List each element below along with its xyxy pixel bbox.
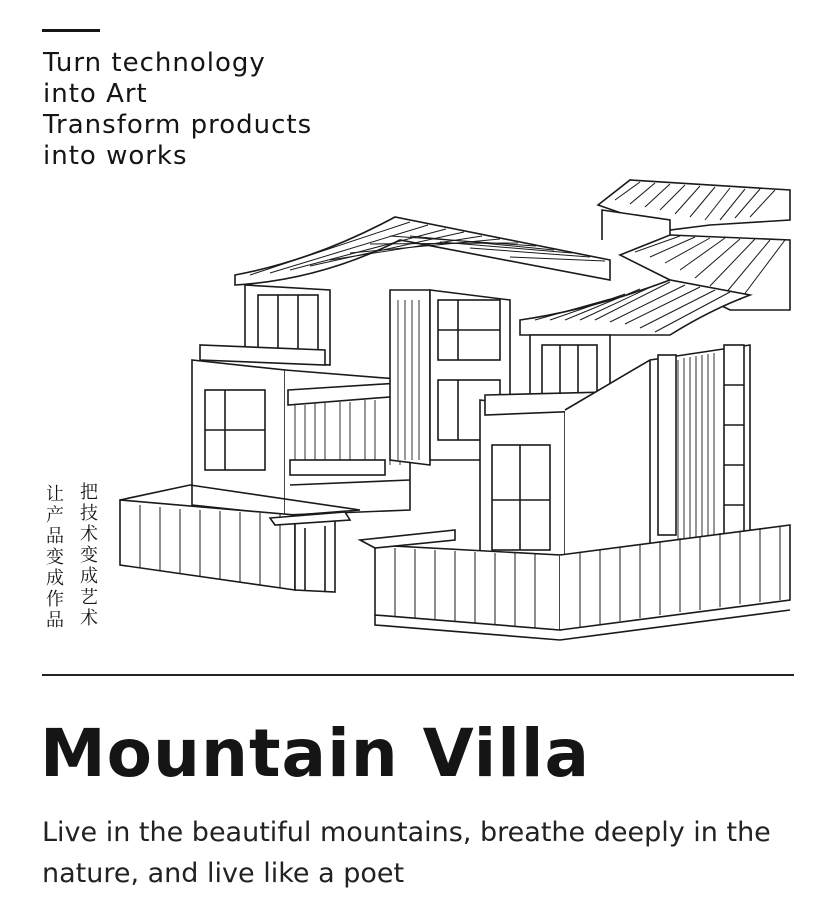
vertical-char: 成: [80, 566, 98, 587]
vertical-char: 术: [80, 524, 98, 545]
top-accent-rule: [42, 29, 100, 32]
vertical-char: 艺: [80, 587, 98, 608]
tagline-line: Transform products: [43, 110, 313, 140]
tagline-line: Turn technology: [43, 48, 266, 78]
vertical-char: 把: [80, 482, 98, 503]
tagline-line: into Art: [43, 79, 148, 109]
vertical-char: 作: [46, 589, 64, 610]
vertical-char: 品: [46, 526, 64, 547]
vertical-char: 技: [80, 503, 98, 524]
vertical-char: 变: [80, 545, 98, 566]
vertical-text-left: [45, 484, 65, 631]
tagline: [43, 48, 312, 172]
section-divider: [42, 674, 794, 676]
subtitle: Live in the beautiful mountains, breathe deeply in the nature, and live like a poet: [42, 817, 771, 889]
vertical-char: 品: [46, 610, 64, 631]
vertical-text-right: [79, 482, 99, 629]
vertical-char: 让: [46, 484, 64, 505]
vertical-char: 成: [46, 568, 64, 589]
page-title: Mountain Villa: [40, 715, 590, 792]
vertical-char: 变: [46, 547, 64, 568]
villa-line-drawing-icon: [110, 160, 800, 660]
vertical-char: 术: [80, 608, 98, 629]
tagline-line: into works: [43, 141, 188, 171]
vertical-char: 产: [46, 505, 64, 526]
